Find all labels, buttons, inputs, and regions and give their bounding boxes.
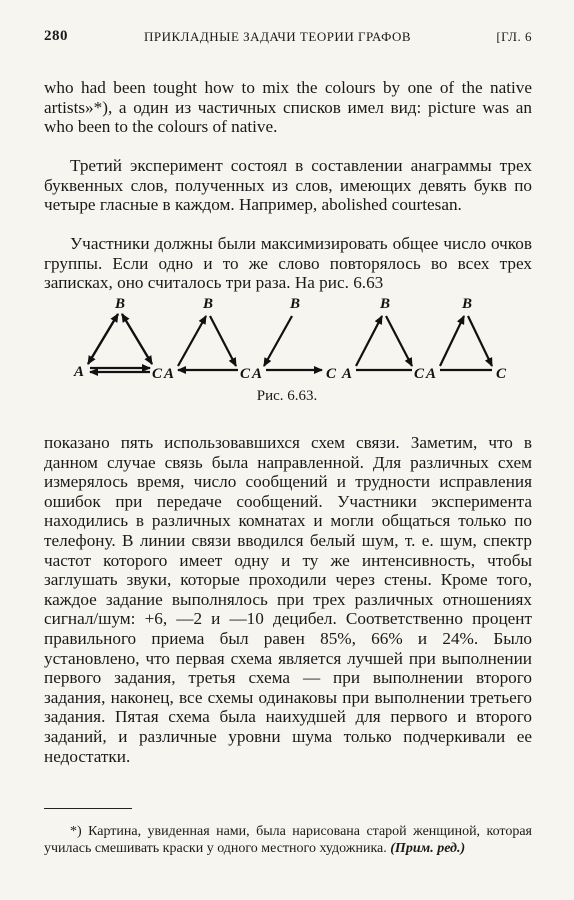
paragraph-1: who had been tought how to mix the colours by one of the native artists»*), а один из частичных списков имел вид: picture was an who been to the colours of native. [44, 78, 532, 137]
chapter-marker: [ГЛ. 6 [496, 29, 532, 44]
node-label-b: B [203, 296, 214, 312]
node-label-b: B [380, 296, 391, 312]
page-number: 280 [44, 28, 68, 44]
running-title: ПРИКЛАДНЫЕ ЗАДАЧИ ТЕОРИИ ГРАФОВ [144, 29, 412, 44]
paragraph-2: Третий эксперимент состоял в составлении анаграммы трех буквенных слов, полученных из слов, имеющих девять букв по четыре гласные в каждом. Например, abolished courtesan. [44, 156, 532, 215]
node-label-c: C [152, 366, 163, 382]
node-label-c: C [240, 366, 251, 382]
node-label-c: C [326, 366, 337, 382]
scheme-5 [425, 296, 507, 382]
node-label-b: B [462, 296, 473, 312]
node-label-b: B [115, 296, 126, 312]
editor-note: (Прим. ред.) [390, 841, 466, 856]
node-label-c: C [496, 366, 507, 382]
node-label-a: A [252, 366, 263, 382]
scheme-1 [73, 296, 163, 382]
paragraph-4: показано пять использовавшихся схем связи. Заметим, что в данном случае связь была направленной. Для различных схем измерялось время, число сообщений и трудности исправления ошибок при передаче сообщений. Участники эксперимента находились в различных комнатах и могли общаться только по телефону. В линии связи вводился белый шум, т. е. шум, спектр частот которого имеет одну и ту же интенсивность, чтобы заглушать звуки, которые проходили через стены. Кроме того, каждое задание выполнялось при трех различных отношениях сигнал/шум: +6, —2 и —10 децибел. Соответственно процент правильного приема был равен 85%, 66% и 24%. Было установлено, что первая схема является лучшей при выполнении первого задания, третья схема — при выполнении второго задания, наконец, все схемы одинаковы при выполнении третьего задания. Пятая схема была наихудшей для первого и второго заданий, и различные уровни шума только подчеркивали ее недостатки. [44, 433, 532, 766]
communication-schemes-figure [60, 292, 520, 392]
node-label-a: A [164, 366, 175, 382]
footnote [44, 823, 532, 857]
page-header [44, 28, 532, 50]
paragraph-3: Участники должны были максимизировать общее число очков группы. Если одно и то же слово повторялось во всех трех записках, оно считалось три раза. На рис. 6.63 [44, 234, 532, 293]
footnote-separator [44, 808, 132, 809]
footnote-text: *) Картина, увиденная нами, была нарисована старой женщиной, которая училась смешивать краски у одного местного художника. [44, 824, 532, 856]
node-label-a: A [342, 366, 353, 382]
figure-caption: Рис. 6.63. [256, 388, 318, 404]
scheme-2 [163, 296, 251, 382]
node-label-c: C [414, 366, 425, 382]
node-label-a: A [74, 364, 85, 380]
node-label-a: A [426, 366, 437, 382]
scheme-4 [341, 296, 425, 382]
scheme-3 [251, 296, 337, 382]
node-label-b: B [290, 296, 301, 312]
